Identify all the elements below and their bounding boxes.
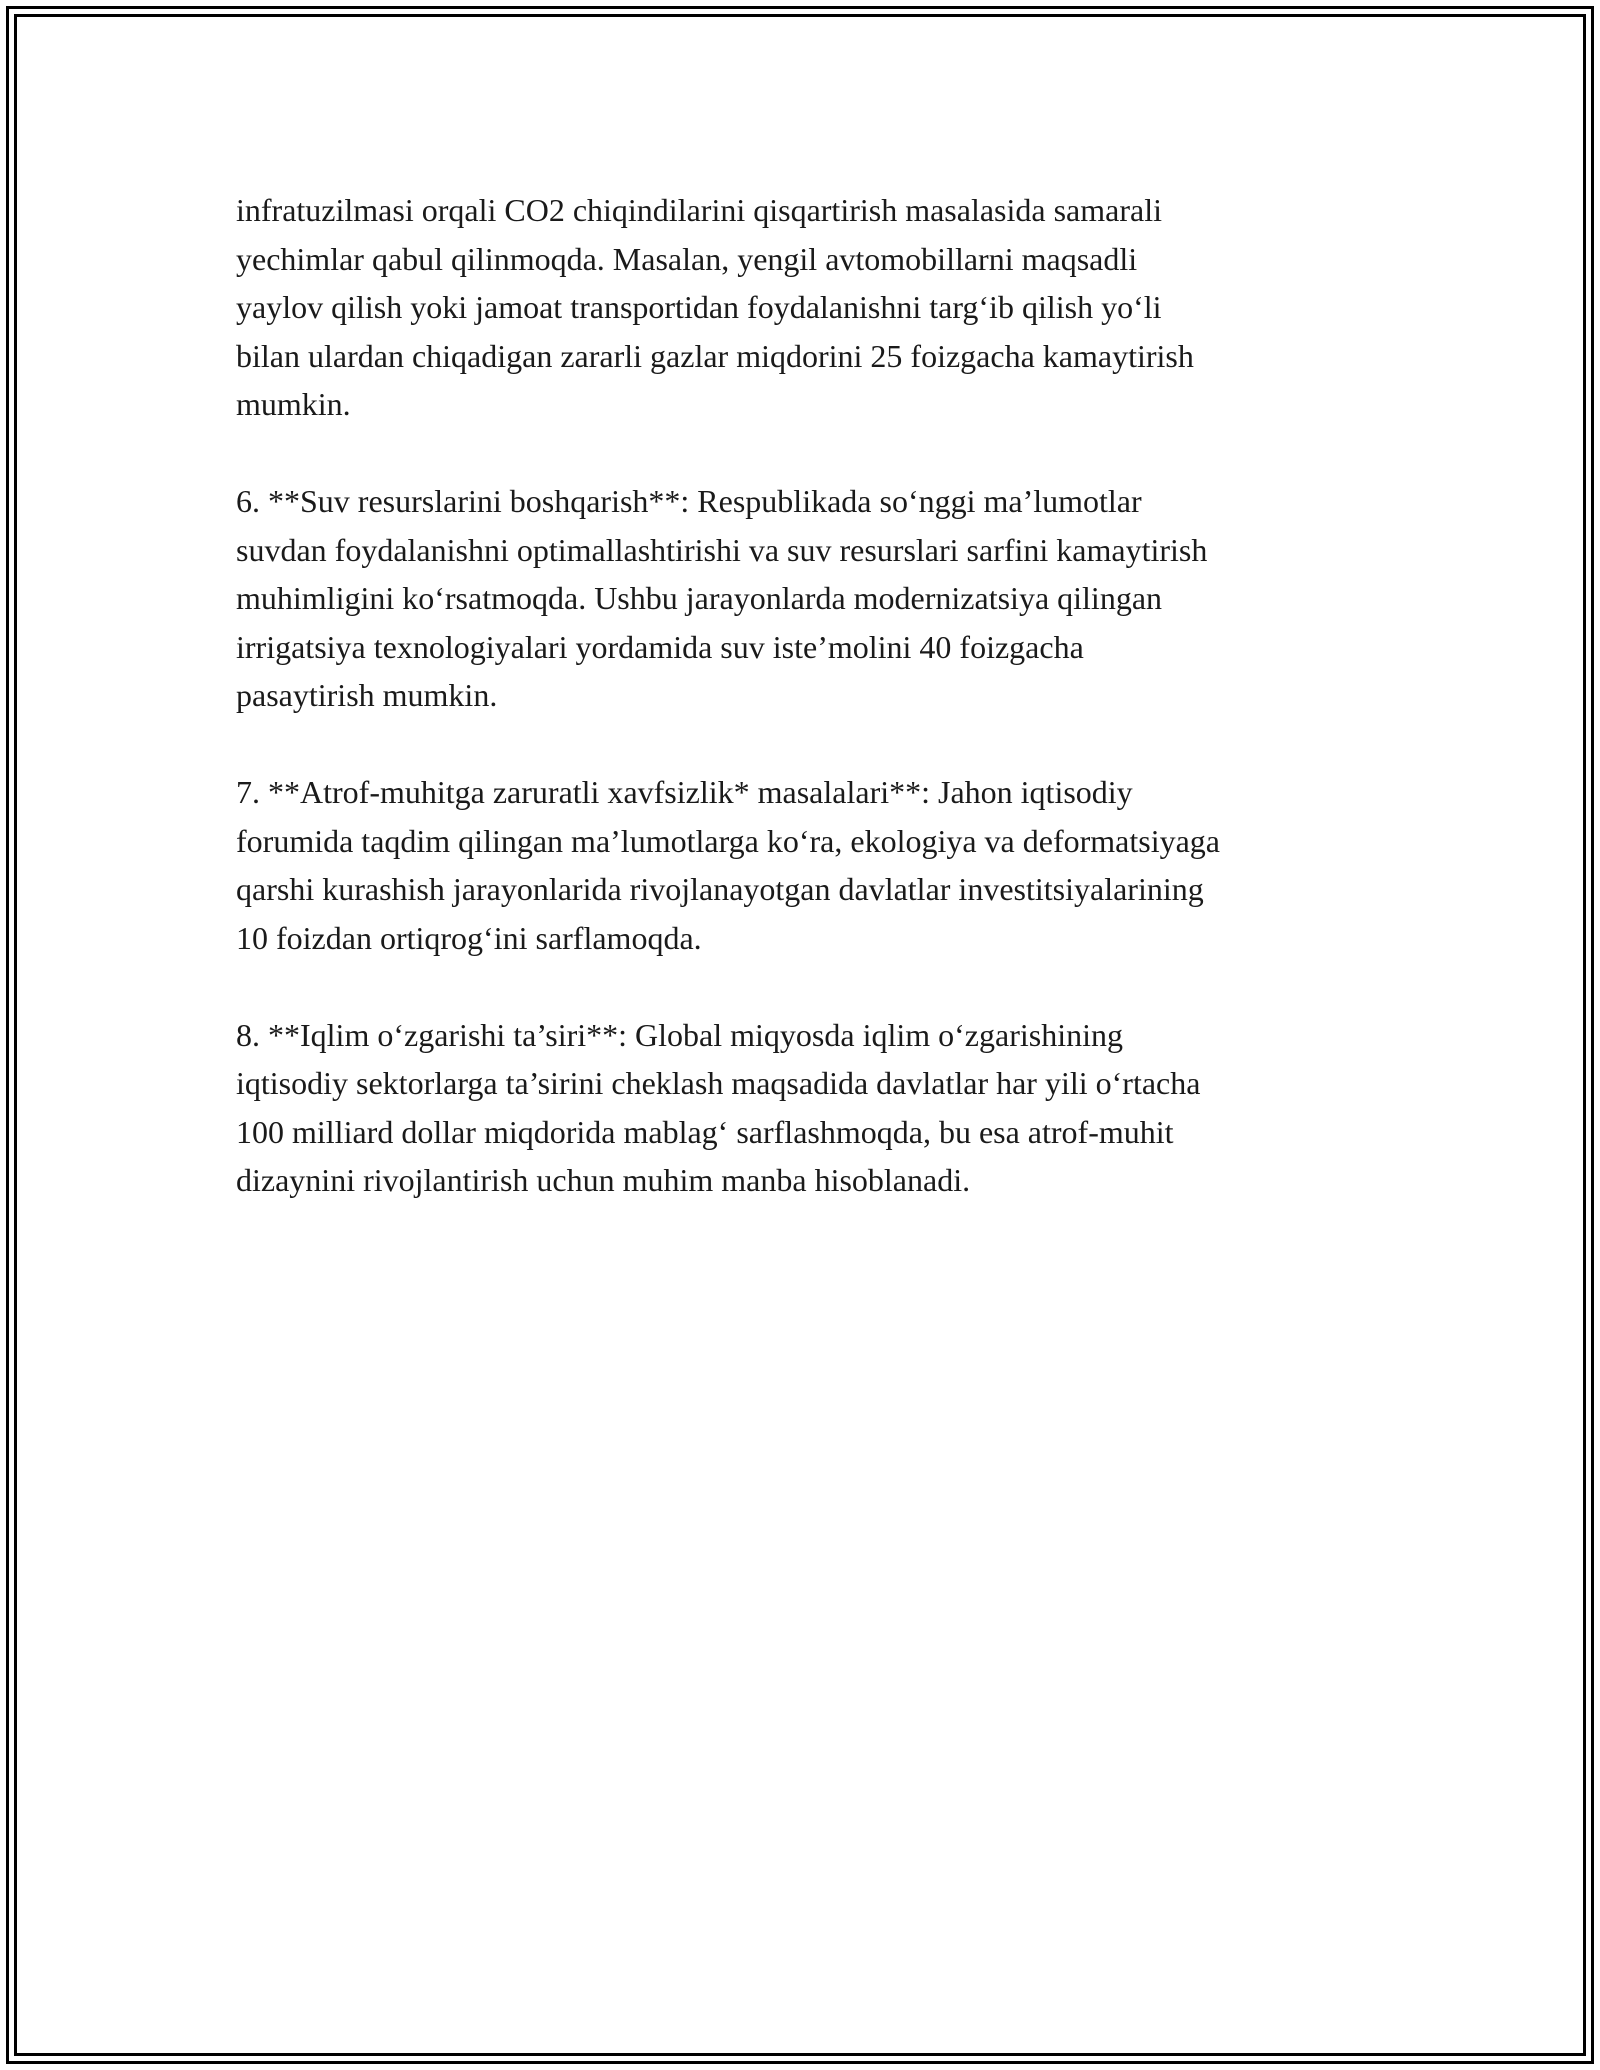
text-line: 100 milliard dollar miqdorida mablag‘ sarflashmoqda, bu esa atrof-muhit (236, 1113, 1174, 1150)
text-line: pasaytirish mumkin. (236, 677, 498, 713)
text-line: 8. **Iqlim o‘zgarishi ta’siri**: Global miqyosda iqlim o‘zgarishining (236, 1016, 1123, 1053)
text-line: iqtisodiy sektorlarga ta’sirini cheklash maqsadida davlatlar har yili o‘rtacha (236, 1065, 1201, 1101)
text-line: yaylov qilish yoki jamoat transportidan foydalanishni targ‘ib qilish yo‘li (236, 289, 1162, 325)
paragraph-item-8 (236, 1011, 1386, 1205)
text-line: 10 foizdan ortiqrog‘ini sarflamoqda. (236, 919, 702, 956)
text-line: suvdan foydalanishni optimallashtirishi va suv resurslari sarfini kamaytirish (236, 531, 1208, 568)
paragraph-item-6 (236, 477, 1386, 720)
document-body (236, 186, 1386, 1253)
text-line: irrigatsiya texnologiyalari yordamida suv iste’molini 40 foizgacha (236, 628, 1084, 665)
text-line: forumida taqdim qilingan ma’lumotlarga ko‘ra, ekologiya va deformatsiyaga (236, 822, 1220, 859)
text-line: muhimligini ko‘rsatmoqda. Ushbu jarayonlarda modernizatsiya qilingan (236, 580, 1163, 616)
text-line: 7. **Atrof-muhitga zaruratli xavfsizlik* masalalari**: Jahon iqtisodiy (236, 774, 1133, 810)
paragraph-item-7 (236, 768, 1386, 962)
text-line: mumkin. (236, 386, 351, 422)
text-line: dizaynini rivojlantirish uchun muhim manba hisoblanadi. (236, 1162, 971, 1198)
text-line: 6. **Suv resurslarini boshqarish**: Respublikada so‘nggi ma’lumotlar (236, 483, 1142, 519)
text-line: bilan ulardan chiqadigan zararli gazlar miqdorini 25 foizgacha kamaytirish (236, 337, 1194, 374)
text-line: qarshi kurashish jarayonlarida rivojlanayotgan davlatlar investitsiyalarining (236, 871, 1204, 907)
text-line: yechimlar qabul qilinmoqda. Masalan, yengil avtomobillarni maqsadli (236, 240, 1138, 277)
paragraph-intro (236, 186, 1386, 429)
text-line: infratuzilmasi orqali CO2 chiqindilarini qisqartirish masalasida samarali (236, 192, 1162, 228)
